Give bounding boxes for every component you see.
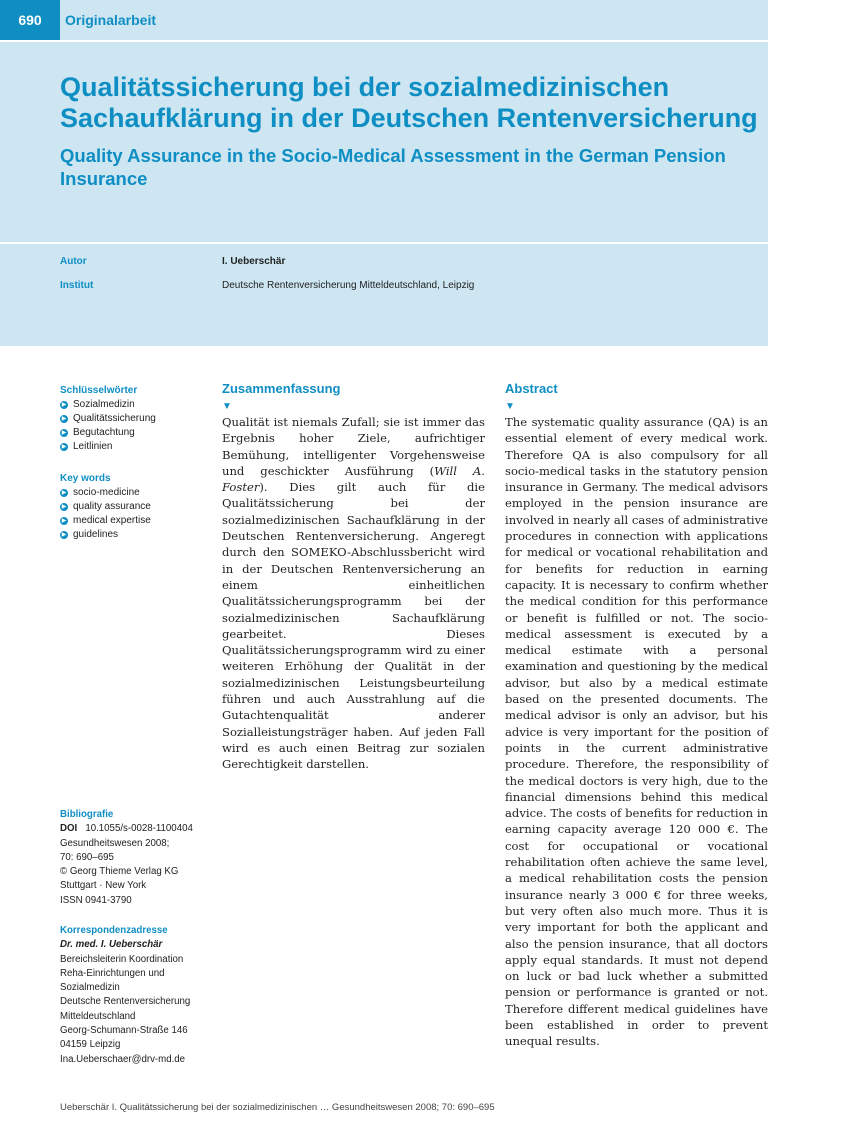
keyword-item: ▶ Leitlinien: [61, 441, 113, 452]
zusammenfassung-text: Qualität ist niemals Zufall; sie ist immer das Ergebnis hoher Ziele, aufrichtiger Bemühung, intelligenter Vorgehensweise und geschickter Ausführung (Will A. Foster). Dies gilt auch für die Qualitätssicherung bei der sozialmedizinischen Sachaufklärung in der Deutschen Rentenversicherung. Angeregt durch den SOMEKO-Abschlussbericht wird in der Deutschen Rentenversicherung an einem einheitlichen Qualitätssicherungsprogramm bei der sozialmedizinischen Sachaufklärung gearbeitet. Dieses Qualitätssicherungsprogramm wird zu einer weiteren Erhöhung der Qualität in der sozialmedizinischen Leistungsbeurteilung führen und auch Ausstrahlung auf die Gutachtenqualität anderer Sozialleistungsträger haben. Auf jeden Fall wird es auch einen Beitrag zur sozialen Gerechtigkeit darstellen.: [222, 415, 485, 772]
keyword-item: ▶ guidelines: [61, 529, 119, 540]
abstract-heading: Abstract: [505, 381, 558, 396]
quote-author: Will A. Foster: [222, 463, 485, 495]
arrow-bullet-icon: ▶: [61, 416, 67, 422]
address-line: Bereichsleiterin Koordination: [60, 953, 184, 965]
doi-line: DOI 10.1055/s-0028-1100404: [60, 823, 193, 835]
keyword-item: ▶ quality assurance: [61, 501, 151, 512]
author-panel: [0, 244, 768, 346]
address-line: Reha-Einrichtungen und: [60, 967, 165, 979]
keywords-en-heading: Key words: [60, 473, 111, 484]
page-number: 690: [0, 0, 60, 40]
section-label: Originalarbeit: [65, 12, 157, 28]
keywords-de-heading: Schlüsselwörter: [60, 385, 138, 396]
bibliography-heading: Bibliografie: [60, 809, 114, 820]
correspondence-block: [60, 924, 190, 1067]
arrow-bullet-icon: ▶: [61, 532, 67, 538]
address-line: Georg-Schumann-Straße 146: [60, 1025, 188, 1037]
arrow-bullet-icon: ▶: [61, 518, 67, 524]
bibliography-block: [60, 808, 193, 908]
email-link[interactable]: Ina.Ueberschaer@drv-md.de: [60, 1053, 186, 1065]
bibliography-line: ISSN 0941-3790: [60, 894, 132, 906]
address-line: Deutsche Rentenversicherung: [60, 996, 191, 1008]
bibliography-line: 70: 690–695: [60, 851, 114, 863]
triangle-down-icon: ▼: [505, 401, 515, 412]
arrow-bullet-icon: ▶: [61, 444, 67, 450]
arrow-bullet-icon: ▶: [61, 402, 67, 408]
correspondence-heading: Korrespondenzadresse: [60, 925, 168, 936]
institute-value: Deutsche Rentenversicherung Mitteldeutschland, Leipzig: [222, 280, 475, 291]
keyword-item: ▶ Begutachtung: [61, 427, 135, 438]
author-value: I. Ueberschär: [222, 256, 286, 267]
address-line: 04159 Leipzig: [60, 1039, 121, 1051]
arrow-bullet-icon: ▶: [61, 430, 67, 436]
zusammenfassung-heading: Zusammenfassung: [222, 381, 341, 396]
keywords-en-list: [60, 486, 151, 542]
keywords-de-list: [60, 398, 156, 454]
address-line: Sozialmedizin: [60, 982, 120, 994]
keyword-item: ▶ Qualitätssicherung: [61, 413, 156, 424]
title-german: Qualitätssicherung bei der sozialmedizinischen Sachaufklärung in der Deutschen Rentenversicherung: [60, 72, 758, 133]
keyword-item: ▶ socio-medicine: [61, 487, 140, 498]
arrow-bullet-icon: ▶: [61, 490, 67, 496]
author-label: Autor: [60, 256, 87, 267]
triangle-down-icon: ▼: [222, 401, 232, 412]
keyword-item: ▶ Sozialmedizin: [61, 399, 135, 410]
keyword-item: ▶ medical expertise: [61, 515, 151, 526]
institute-label: Institut: [60, 280, 94, 291]
address-line: Mitteldeutschland: [60, 1010, 136, 1022]
arrow-bullet-icon: ▶: [61, 504, 67, 510]
bibliography-line: Gesundheitswesen 2008;: [60, 837, 170, 849]
bibliography-line: Stuttgart · New York: [60, 880, 147, 892]
correspondence-name: Dr. med. I. Ueberschär: [60, 939, 163, 951]
title-english: Quality Assurance in the Socio-Medical Assessment in the German Pension Insurance: [60, 145, 726, 189]
abstract-text: The systematic quality assurance (QA) is an essential element of every medical work. Therefore QA is also compulsory for all socio-medical tasks in the statutory pension insurance in Germany. The medical advisors employed in the pension insurance are involved in nearly all cases of administrative procedures in connection with applications for medical or vocational rehabilitation and for benefits for reduction in earning capacity. It is necessary to confirm whether the medical condition for this performance or benefit is fulfilled or not. The socio-medical assessment is executed by a medical estimate with a personal examination and questioning by the medical advisor, but also by a medical estimate based on the presented documents. The medical advisor is only an advisor, but his advice is very important for the position of points in the current administrative procedure. Therefore, the responsibility of the medical doctors is very high, due to the financial dimensions behind this medical advice. The costs of benefits for reduction in earning capacity average 120 000 €. The cost for occupational or vocational rehabilitation often achieve the same level, a medical rehabilitation costs the pension insurance nearly 3 000 € for three weeks, but very often also much more. Thus it is very important for both the applicant and also the pension insurance, that all doctors apply equal standards. It must not depend on luck or bad luck whether a submitted pension or performance is granted or not. Therefore different medical guidelines have been established in order to prevent unequal results.: [505, 415, 768, 1049]
bibliography-line: © Georg Thieme Verlag KG: [60, 866, 179, 878]
footer-citation: Ueberschär I. Qualitätssicherung bei der sozialmedizinischen … Gesundheitswesen 2008; 70: 690–695: [60, 1102, 495, 1113]
